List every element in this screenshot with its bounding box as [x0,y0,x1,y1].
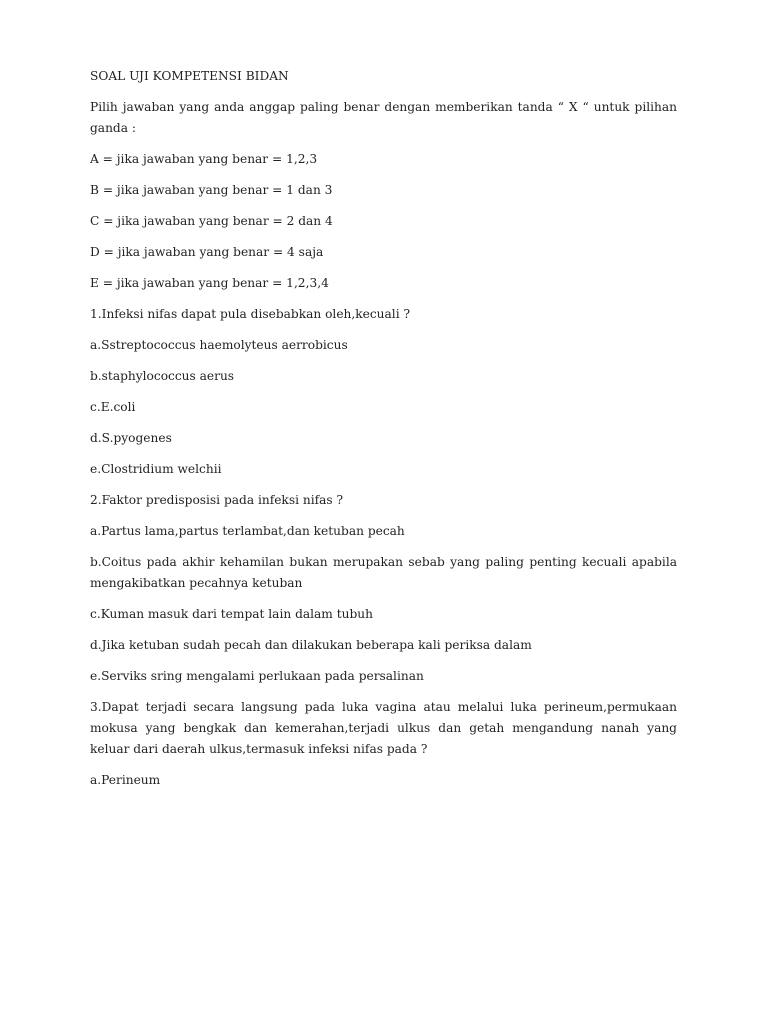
question-1-option-c: c.E.coli [90,400,136,414]
question-2-option-b: b.Coitus pada akhir kehamilan bukan merupakan sebab yang paling penting kecuali apabila mengakibatkan pecahnya ketuban [90,555,677,590]
question-1-option-d: d.S.pyogenes [90,431,172,445]
answer-key-b: B = jika jawaban yang benar = 1 dan 3 [90,183,333,197]
answer-key-a: A = jika jawaban yang benar = 1,2,3 [90,152,318,166]
question-1-option-e: e.Clostridium welchii [90,462,222,476]
question-2: 2.Faktor predisposisi pada infeksi nifas ? [90,493,344,507]
question-1-option-b: b.staphylococcus aerus [90,369,235,383]
answer-key-d: D = jika jawaban yang benar = 4 saja [90,245,324,259]
question-1: 1.Infeksi nifas dapat pula disebabkan oleh,kecuali ? [90,307,410,321]
question-2-option-c: c.Kuman masuk dari tempat lain dalam tubuh [90,607,373,621]
answer-key-e: E = jika jawaban yang benar = 1,2,3,4 [90,276,329,290]
question-2-option-e: e.Serviks sring mengalami perlukaan pada persalinan [90,669,424,683]
question-1-option-a: a.Sstreptococcus haemolyteus aerrobicus [90,338,348,352]
instruction-text: Pilih jawaban yang anda anggap paling benar dengan memberikan tanda “ X “ untuk pilihan ganda : [90,100,677,135]
question-2-option-a: a.Partus lama,partus terlambat,dan ketuban pecah [90,524,405,538]
document-title: SOAL UJI KOMPETENSI BIDAN [90,69,289,83]
question-3-option-a: a.Perineum [90,773,161,787]
question-3: 3.Dapat terjadi secara langsung pada luka vagina atau melalui luka perineum,permukaan mokusa yang bengkak dan kemerahan,terjadi ulkus dan getah mengandung nanah yang keluar dari daerah ulkus,termasuk infeksi nifas pada ? [90,700,677,756]
document-page [90,66,677,801]
question-2-option-d: d.Jika ketuban sudah pecah dan dilakukan beberapa kali periksa dalam [90,638,532,652]
answer-key-c: C = jika jawaban yang benar = 2 dan 4 [90,214,333,228]
